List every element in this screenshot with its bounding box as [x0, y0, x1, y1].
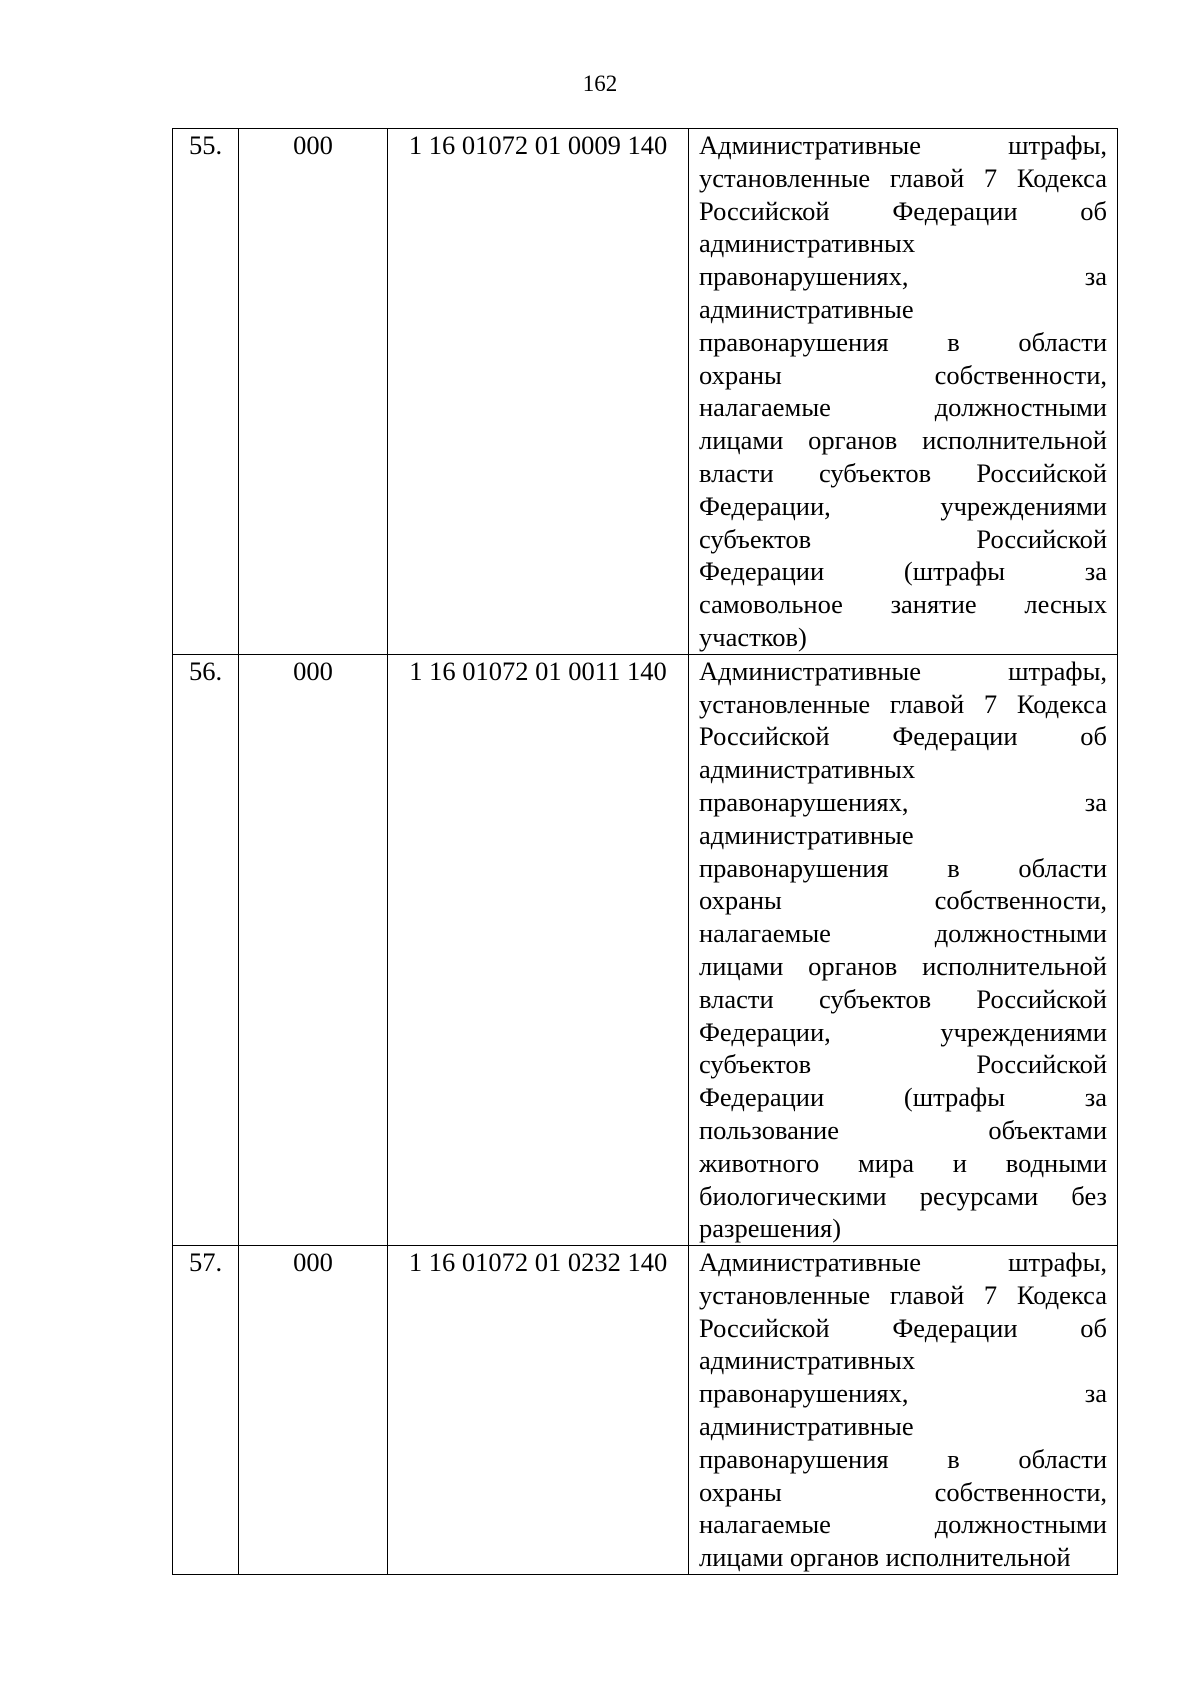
table-body — [173, 129, 1118, 1575]
revenue-name-line: правонарушения в области — [699, 1443, 1107, 1474]
revenue-name-line: административных — [699, 228, 916, 259]
admin-code-cell: 000 — [239, 1246, 388, 1575]
revenue-name-line: власти субъектов Российской — [699, 983, 1107, 1014]
revenue-name-line: охраны собственности, — [699, 1476, 1107, 1507]
revenue-name-line: Федерации, учреждениями — [699, 490, 1107, 521]
revenue-name-line: субъектов Российской — [699, 523, 1107, 554]
revenue-name-line: установленные главой 7 Кодекса — [699, 688, 1107, 719]
revenue-name-line: установленные главой 7 Кодекса — [699, 1279, 1107, 1310]
revenue-name-line: животного мира и водными — [699, 1147, 1107, 1178]
budget-code-cell: 1 16 01072 01 0011 140 — [388, 654, 689, 1245]
revenue-name-line: административных — [699, 1345, 916, 1376]
revenue-name-line: правонарушения в области — [699, 852, 1107, 883]
revenue-name-line: правонарушениях, за — [699, 261, 1107, 292]
revenue-name-line: участков) — [699, 621, 807, 652]
revenue-name-line: административные — [699, 293, 914, 324]
revenue-name-line: охраны собственности, — [699, 885, 1107, 916]
revenue-name-line: Федерации, учреждениями — [699, 1016, 1107, 1047]
revenue-name-line: правонарушениях, за — [699, 786, 1107, 817]
revenue-name-cell — [689, 654, 1118, 1245]
revenue-name-line: самовольное занятие лесных — [699, 589, 1107, 620]
row-number-cell: 55. — [173, 129, 239, 655]
revenue-name-line: пользование объектами — [699, 1114, 1107, 1145]
revenue-name-cell — [689, 1246, 1118, 1575]
revenue-name-line: установленные главой 7 Кодекса — [699, 162, 1107, 193]
revenue-name-line: Федерации (штрафы за — [699, 1082, 1107, 1113]
revenue-name-line: субъектов Российской — [699, 1049, 1107, 1080]
budget-code-cell: 1 16 01072 01 0009 140 — [388, 129, 689, 655]
table-row — [173, 654, 1118, 1245]
revenue-name-line: Российской Федерации об — [699, 1312, 1107, 1343]
revenue-name-line: административные — [699, 819, 914, 850]
revenue-name-line: Административные штрафы, — [699, 1247, 1107, 1278]
table-row — [173, 129, 1118, 655]
revenue-name-line: охраны собственности, — [699, 359, 1107, 390]
revenue-name-cell — [689, 129, 1118, 655]
row-number-cell: 57. — [173, 1246, 239, 1575]
revenue-name-line: разрешения) — [699, 1213, 842, 1244]
revenue-name-line: административные — [699, 1411, 914, 1442]
revenue-name-line: Российской Федерации об — [699, 721, 1107, 752]
revenue-name-line: Административные штрафы, — [699, 130, 1107, 160]
revenue-name-line: биологическими ресурсами без — [699, 1180, 1107, 1211]
revenue-name-line: лицами органов исполнительной — [699, 425, 1107, 456]
page-number: 162 — [582, 71, 618, 96]
budget-classification-table — [172, 128, 1118, 1575]
revenue-name-line: Российской Федерации об — [699, 195, 1107, 226]
revenue-name-line: Административные штрафы, — [699, 655, 1107, 686]
admin-code-cell: 000 — [239, 654, 388, 1245]
admin-code-cell: 000 — [239, 129, 388, 655]
revenue-name-line: правонарушения в области — [699, 326, 1107, 357]
revenue-name-line: Федерации (штрафы за — [699, 556, 1107, 587]
revenue-name-line: налагаемые должностными — [699, 918, 1107, 949]
revenue-name-line: налагаемые должностными — [699, 1509, 1107, 1540]
table-row — [173, 1246, 1118, 1575]
row-number-cell: 56. — [173, 654, 239, 1245]
revenue-name-line: лицами органов исполнительной — [699, 1542, 1071, 1573]
budget-code-cell: 1 16 01072 01 0232 140 — [388, 1246, 689, 1575]
revenue-name-line: административных — [699, 754, 916, 785]
revenue-name-line: лицами органов исполнительной — [699, 950, 1107, 981]
revenue-name-line: правонарушениях, за — [699, 1378, 1107, 1409]
revenue-name-line: налагаемые должностными — [699, 392, 1107, 423]
revenue-name-line: власти субъектов Российской — [699, 457, 1107, 488]
